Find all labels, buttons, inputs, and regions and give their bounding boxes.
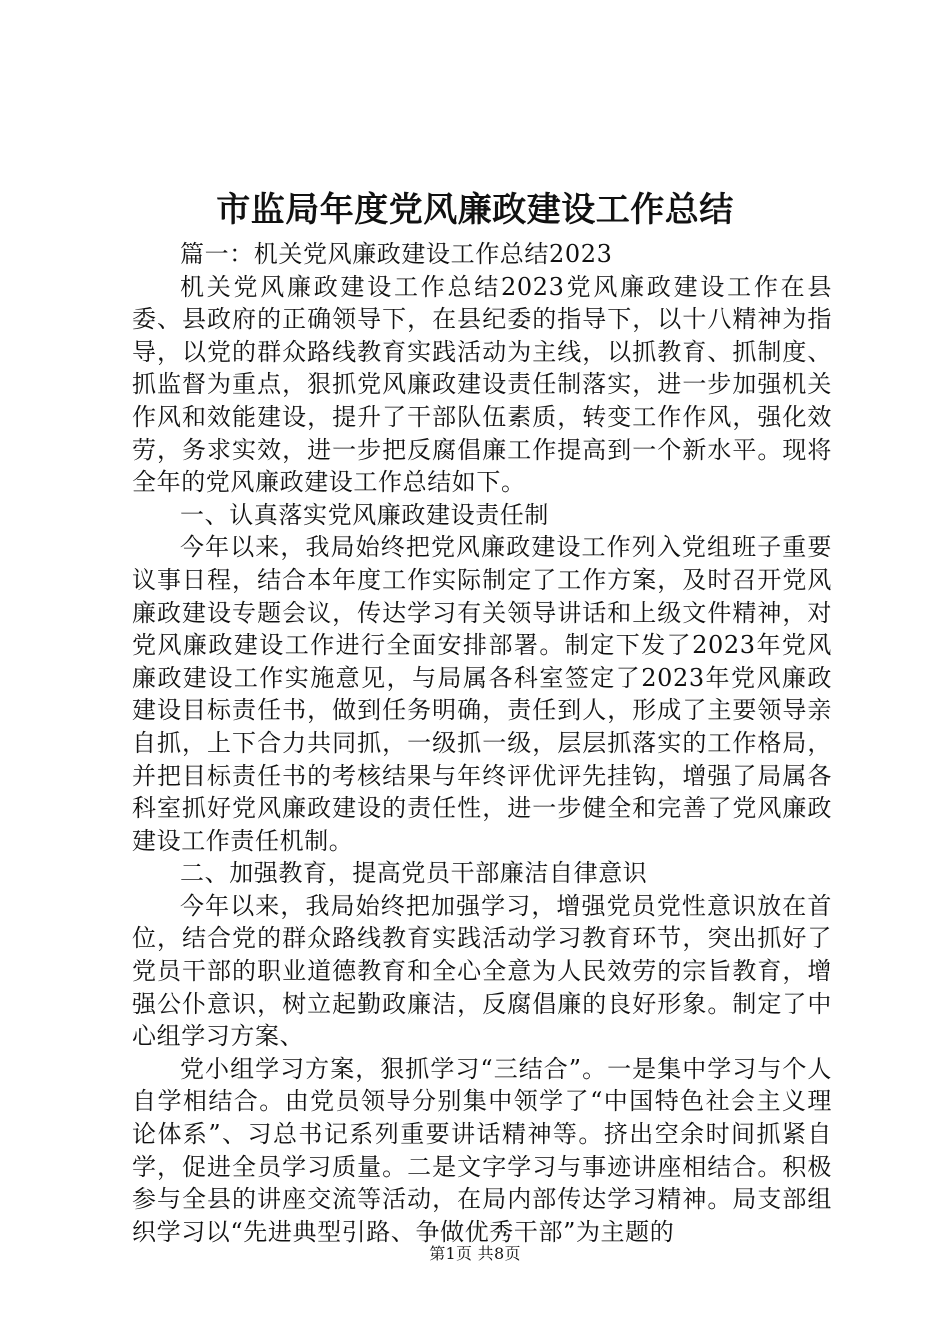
paragraph-study-plan: 党小组学习方案，狠抓学习“三结合”。一是集中学习与个人自学相结合。由党员领导分别集中领学了“中国特色社会主义理论体系”、习总书记系列重要讲话精神等。挤出空余时间抓紧自学，促进全员学习质量。二是文字学习与事迹讲座相结合。积极参与全县的讲座交流等活动，在局内部传达学习精神。局支部组织学习以“先进典型引路、争做优秀干部”为主题的	[132, 1054, 832, 1246]
paragraph-responsibility: 今年以来，我局始终把党风廉政建设工作列入党组班子重要议事日程，结合本年度工作实际制定了工作方案，及时召开党风廉政建设专题会议，传达学习有关领导讲话和上级文件精神，对党风廉政建设工作进行全面安排部署。制定下发了2023年党风廉政建设工作实施意见，与局属各科室签定了2023年党风廉政建设目标责任书，做到任务明确，责任到人，形成了主要领导亲自抓，上下合力共同抓，一级抓一级，层层抓落实的工作格局，并把目标责任书的考核结果与年终评优评先挂钩，增强了局属各科室抓好党风廉政建设的责任性，进一步健全和完善了党风廉政建设工作责任机制。	[132, 533, 832, 855]
document-title: 市监局年度党风廉政建设工作总结	[216, 190, 734, 230]
section-heading-part1: 篇一：机关党风廉政建设工作总结2023	[180, 240, 613, 268]
document-body	[132, 238, 832, 1248]
paragraph-intro: 机关党风廉政建设工作总结2023党风廉政建设工作在县委、县政府的正确领导下，在县纪委的指导下，以十八精神为指导，以党的群众路线教育实践活动为主线，以抓教育、抓制度、抓监督为重点，狠抓党风廉政建设责任制落实，进一步加强机关作风和效能建设，提升了干部队伍素质，转变工作作风，强化效劳，务求实效，进一步把反腐倡廉工作提高到一个新水平。现将全年的党风廉政建设工作总结如下。	[132, 272, 832, 497]
page-footer: 第1页 共8页	[429, 1244, 521, 1263]
paragraph-education: 今年以来，我局始终把加强学习，增强党员党性意识放在首位，结合党的群众路线教育实践活动学习教育环节，突出抓好了党员干部的职业道德教育和全心全意为人民效劳的宗旨教育，增强公仆意识，树立起勤政廉洁，反腐倡廉的良好形象。制定了中心组学习方案、	[132, 891, 832, 1051]
section-heading-1: 一、认真落实党风廉政建设责任制	[180, 500, 549, 529]
section-heading-2: 二、加强教育，提高党员干部廉洁自律意识	[180, 859, 648, 888]
